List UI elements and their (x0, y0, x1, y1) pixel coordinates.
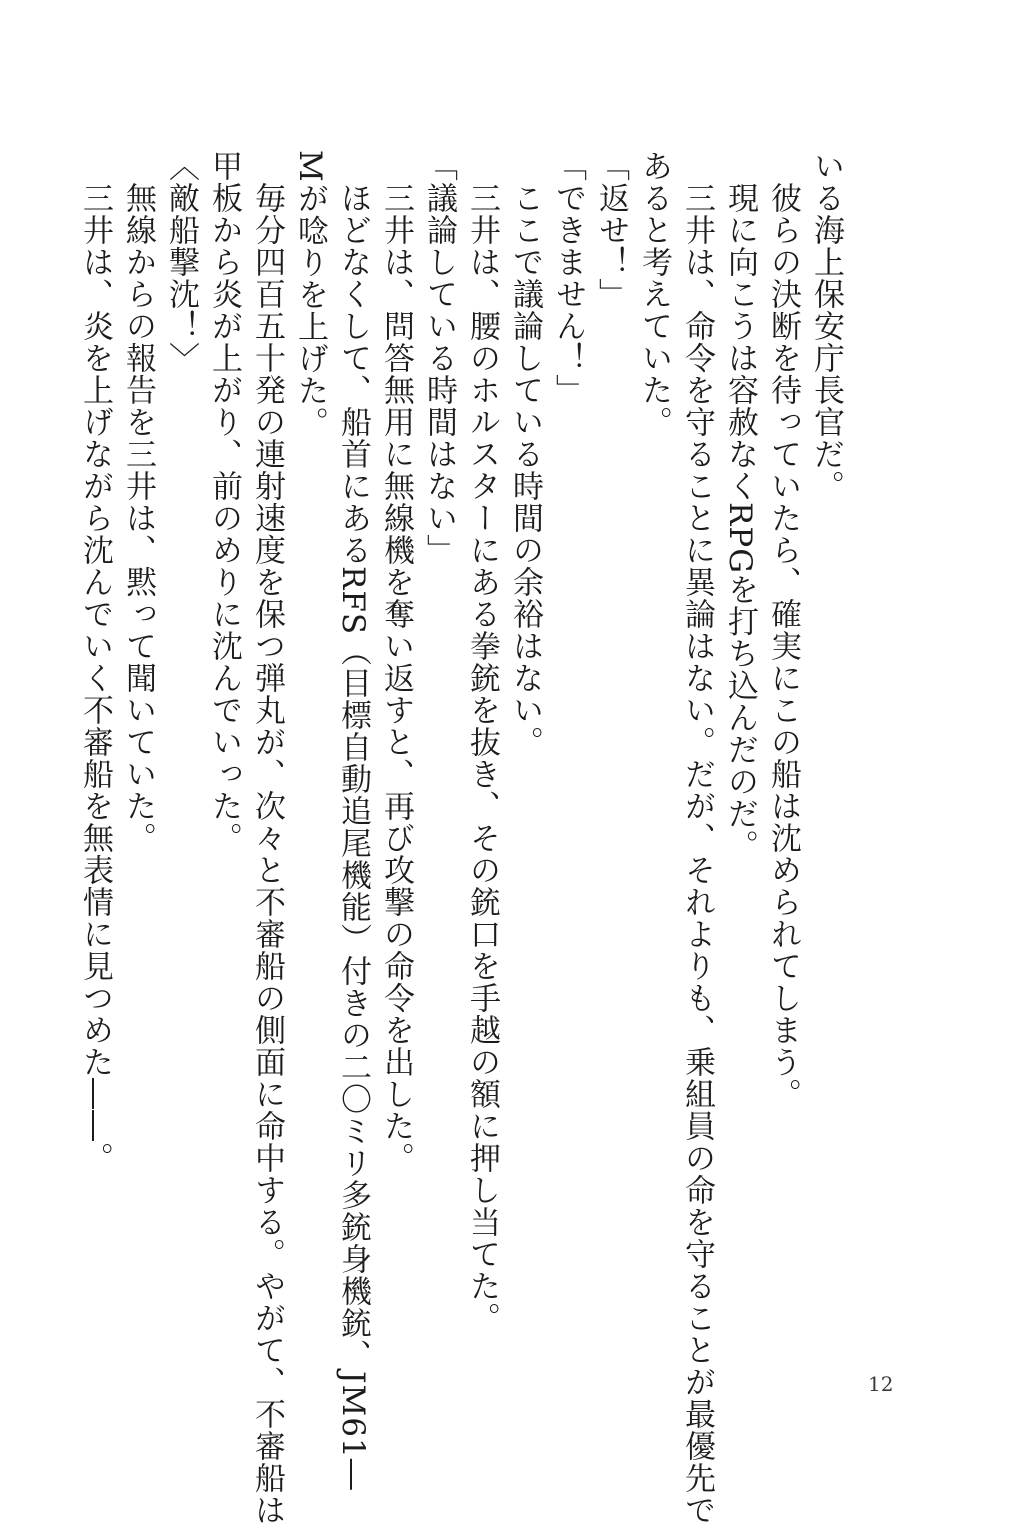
text-line: 三井は、命令を守ることに異論はない。だが、それよりも、乗組員の命を守ることが最優先で (679, 182, 715, 1526)
radio-message-line: 〈敵船撃沈！〉 (163, 150, 199, 374)
dialogue-line: 「返せ！」 (593, 150, 629, 310)
text-line: ここで議論している時間の余裕はない。 (507, 182, 543, 758)
text-line: 彼らの決断を待っていたら、確実にこの船は沈められてしまう。 (765, 182, 801, 1110)
text-line: 三井は、炎を上げながら沈んでいく不審船を無表情に見つめた――。 (77, 182, 113, 1174)
text-line: 現に向こうは容赦なくRPGを打ち込んだのだ。 (722, 182, 758, 862)
text-line: 毎分四百五十発の連射速度を保つ弾丸が、次々と不審船の側面に命中する。やがて、不審船は (249, 182, 285, 1526)
text-line: あると考えていた。 (636, 150, 672, 438)
text-line: Mが唸りを上げた。 (292, 150, 328, 439)
text-line: ほどなくして、船首にあるRFS（目標自動追尾機能）付きの二〇ミリ多銃身機銃、JM61― (335, 182, 371, 1491)
text-line: 甲板から炎が上がり、前のめりに沈んでいった。 (206, 150, 242, 854)
page-number: 12 (868, 1372, 894, 1396)
dialogue-line: 「議論している時間はない」 (421, 150, 457, 566)
text-line: 無線からの報告を三井は、黙って聞いていた。 (120, 182, 156, 854)
text-line: 三井は、腰のホルスターにある拳銃を抜き、その銃口を手越の額に押し当てた。 (464, 182, 500, 1334)
text-line: いる海上保安庁長官だ。 (808, 150, 844, 502)
dialogue-line: 「できません！」 (550, 150, 586, 406)
vertical-text-body (73, 150, 847, 1526)
text-line: 三井は、問答無用に無線機を奪い返すと、再び攻撃の命令を出した。 (378, 182, 414, 1174)
